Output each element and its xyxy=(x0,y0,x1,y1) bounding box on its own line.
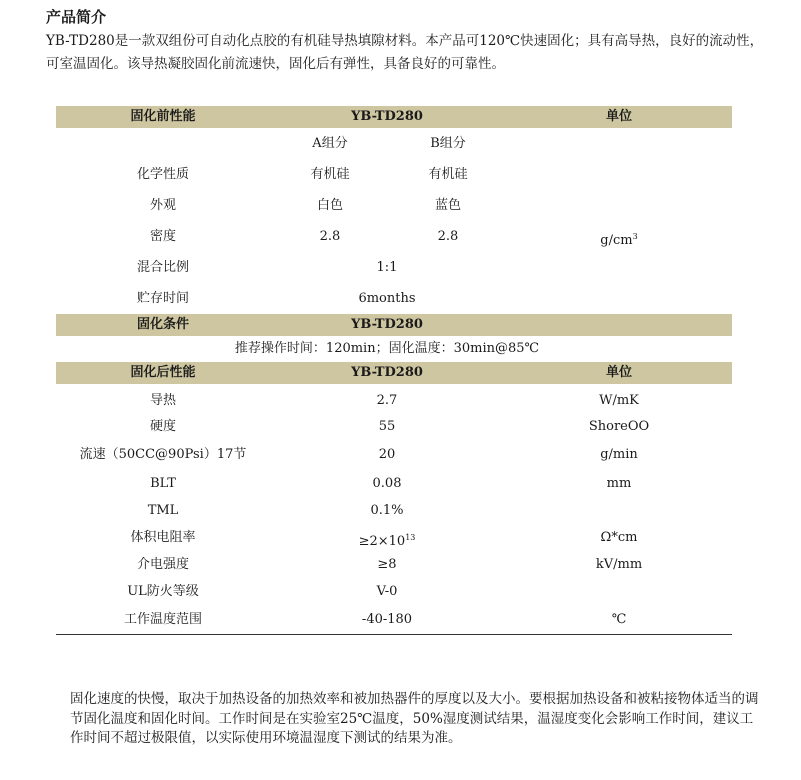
cure-note-row xyxy=(56,336,732,362)
header-model: YB-TD280 xyxy=(351,109,423,124)
table-row xyxy=(56,551,732,578)
row-value: ≥2×10 xyxy=(358,534,406,549)
table-row xyxy=(56,440,732,470)
header-unit: 单位 xyxy=(605,109,633,124)
row-unit: W/mK xyxy=(599,393,639,408)
row-label: 流速（50CC@90Psi）17节 xyxy=(79,447,247,462)
header-unit: 单位 xyxy=(605,365,633,380)
component-a-value: 有机硅 xyxy=(310,167,350,182)
row-unit: g/min xyxy=(600,447,638,462)
row-label: 密度 xyxy=(149,229,177,244)
table-row xyxy=(56,190,732,221)
value-superscript: 13 xyxy=(405,533,416,542)
table-row xyxy=(56,470,732,497)
section-title: 产品简介 xyxy=(46,8,107,26)
row-label: TML xyxy=(147,503,179,518)
header-property: 固化条件 xyxy=(136,317,190,332)
row-label: 外观 xyxy=(149,198,177,213)
component-subheader xyxy=(56,128,732,159)
component-b-label: B组分 xyxy=(430,136,466,151)
row-value: -40-180 xyxy=(361,612,413,627)
merged-value: 1:1 xyxy=(376,260,398,275)
row-value: V-0 xyxy=(376,584,398,599)
row-label: 混合比例 xyxy=(136,260,190,275)
row-value: 0.1% xyxy=(370,503,404,518)
row-label: 化学性质 xyxy=(136,167,190,182)
row-label: 工作温度范围 xyxy=(123,612,203,627)
row-value: ≥8 xyxy=(377,557,397,572)
post-cure-table xyxy=(56,388,732,635)
intro-paragraph: YB-TD280是一款双组份可自动化点胶的有机硅导热填隙材料。本产品可120℃快速固化；具有高导热，良好的流动性，可室温固化。该导热凝胶固化前流速快，固化后有弹性，具备良好的可靠性。 xyxy=(46,33,764,72)
row-label: 导热 xyxy=(149,393,177,408)
header-property: 固化后性能 xyxy=(130,365,196,380)
pre-cure-table xyxy=(56,106,732,384)
row-label: 贮存时间 xyxy=(136,291,190,306)
row-value: 0.08 xyxy=(372,476,402,491)
row-label: 介电强度 xyxy=(136,557,190,572)
header-property: 固化前性能 xyxy=(130,109,196,124)
component-a-value: 白色 xyxy=(316,198,344,213)
row-unit: ℃ xyxy=(611,612,627,627)
unit-superscript: 3 xyxy=(632,232,638,241)
row-value: 20 xyxy=(378,447,396,462)
row-unit: ShoreOO xyxy=(588,419,650,434)
post-cure-header xyxy=(56,362,732,384)
table-row xyxy=(56,283,732,314)
table-row xyxy=(56,252,732,283)
table-row xyxy=(56,605,732,634)
row-value: 55 xyxy=(378,419,396,434)
header-model: YB-TD280 xyxy=(351,317,423,332)
row-label: 硬度 xyxy=(149,419,177,434)
component-b-value: 蓝色 xyxy=(434,198,462,213)
row-unit: g/cm xyxy=(600,233,633,248)
component-a-value: 2.8 xyxy=(319,229,341,244)
header-model: YB-TD280 xyxy=(351,365,423,380)
row-label: BLT xyxy=(150,476,176,491)
row-unit: Ω*cm xyxy=(600,530,638,545)
row-unit: kV/mm xyxy=(595,557,643,572)
pre-cure-header xyxy=(56,106,732,128)
table-row xyxy=(56,524,732,551)
table-row xyxy=(56,221,732,252)
component-b-value: 有机硅 xyxy=(428,167,468,182)
table-row xyxy=(56,497,732,524)
row-unit-cell xyxy=(600,221,637,256)
cure-note: 推荐操作时间：120min；固化温度：30min@85℃ xyxy=(234,341,540,356)
component-b-value: 2.8 xyxy=(437,229,459,244)
row-label: UL防火等级 xyxy=(127,584,199,599)
component-a-label: A组分 xyxy=(312,136,348,151)
footer-note: 固化速度的快慢，取决于加热设备的加热效率和被加热器件的厚度以及大小。要根据加热设备和被粘接物体适当的调节固化温度和固化时间。工作时间是在实验室25℃温度，50%湿度测试结果，温湿度变化会影响工作时间，建议工作时间不超过极限值，以实际使用环境温湿度下测试的结果为准。 xyxy=(70,691,759,746)
table-row xyxy=(56,159,732,190)
row-label: 体积电阻率 xyxy=(130,530,196,545)
cure-header xyxy=(56,314,732,336)
merged-value: 6months xyxy=(358,291,416,306)
row-value: 2.7 xyxy=(376,393,398,408)
table-row xyxy=(56,414,732,440)
table-row xyxy=(56,578,732,605)
row-unit: mm xyxy=(606,476,632,491)
table-row xyxy=(56,388,732,414)
